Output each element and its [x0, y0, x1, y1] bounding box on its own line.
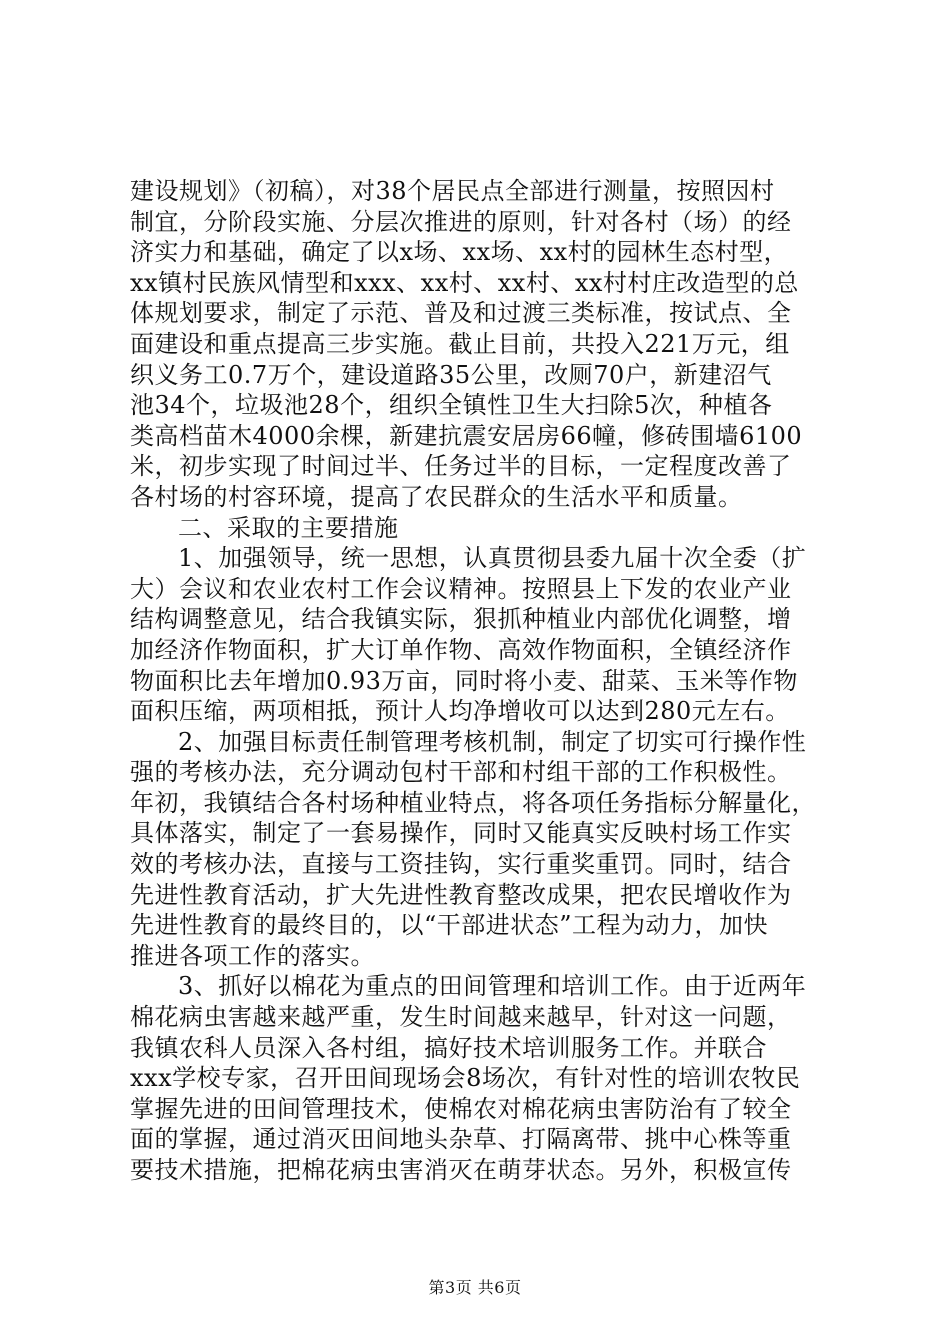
text-line: 先进性教育活动，扩大先进性教育整改成果，把农民增收作为	[130, 880, 792, 909]
text-line: 各村场的村容环境，提高了农民群众的生活水平和质量。	[130, 482, 743, 511]
text-line: 加经济作物面积，扩大订单作物、高效作物面积，全镇经济作	[130, 635, 792, 664]
text-line: 物面积比去年增加0.93万亩，同时将小麦、甜菜、玉米等作物	[130, 666, 798, 695]
text-line: 大）会议和农业农村工作会议精神。按照县上下发的农业产业	[130, 574, 792, 603]
text-line: 米，初步实现了时间过半、任务过半的目标，一定程度改善了	[130, 452, 792, 481]
text-line: 先进性教育的最终目的，以“干部进状态”工程为动力，加快	[130, 911, 769, 940]
text-line: 效的考核办法，直接与工资挂钩，实行重奖重罚。同时，结合	[130, 850, 792, 879]
text-line: 制宜，分阶段实施、分层次推进的原则，针对各村（场）的经	[130, 207, 792, 236]
section-heading: 二、采取的主要措施	[178, 513, 399, 542]
page-number-footer: 第3页 共6页	[428, 1278, 522, 1297]
text-line: 3、抓好以棉花为重点的田间管理和培训工作。由于近两年	[178, 972, 807, 1001]
text-line: 结构调整意见，结合我镇实际，狠抓种植业内部优化调整，增	[130, 605, 792, 634]
text-line: 要技术措施，把棉花病虫害消灭在萌芽状态。另外，积极宣传	[130, 1156, 792, 1184]
text-line: 面积压缩，两项相抵，预计人均净增收可以达到280元左右。	[130, 697, 790, 726]
text-line: 池34个，垃圾池28个，组织全镇性卫生大扫除5次，种植各	[130, 391, 773, 420]
text-line: 建设规划》（初稿），对38个居民点全部进行测量，按照因村	[130, 177, 775, 205]
text-line: 织义务工0.7万个，建设道路35公里，改厕70户，新建沼气	[130, 360, 772, 389]
text-line: 1、加强领导，统一思想，认真贯彻县委九届十次全委（扩	[178, 544, 807, 573]
text-line: 强的考核办法，充分调动包村干部和村组干部的工作积极性。	[130, 758, 792, 787]
text-line: 体规划要求，制定了示范、普及和过渡三类标准，按试点、全	[130, 299, 792, 328]
text-line: 面建设和重点提高三步实施。截止目前，共投入221万元，组	[130, 329, 790, 358]
body-text	[130, 176, 830, 1186]
text-line: 济实力和基础，确定了以x场、xx场、xx村的园林生态村型，	[130, 238, 789, 267]
text-line: 推进各项工作的落实。	[130, 941, 375, 970]
text-line: 掌握先进的田间管理技术，使棉农对棉花病虫害防治有了较全	[130, 1094, 792, 1123]
text-line: 面的掌握，通过消灭田间地头杂草、打隔离带、挑中心株等重	[130, 1125, 792, 1154]
text-line: xx镇村民族风情型和xxx、xx村、xx村、xx村村庄改造型的总	[130, 268, 799, 297]
text-line: 我镇农科人员深入各村组，搞好技术培训服务工作。并联合	[130, 1033, 767, 1062]
text-line: 具体落实，制定了一套易操作，同时又能真实反映村场工作实	[130, 819, 792, 848]
text-line: 2、加强目标责任制管理考核机制，制定了切实可行操作性	[178, 727, 807, 756]
text-line: 棉花病虫害越来越严重，发生时间越来越早，针对这一问题，	[130, 1003, 792, 1032]
text-line: 类高档苗木4000余棵，新建抗震安居房66幢，修砖围墙6100	[130, 421, 803, 450]
text-line: xxx学校专家，召开田间现场会8场次，有针对性的培训农牧民	[130, 1064, 801, 1093]
text-line: 年初，我镇结合各村场种植业特点，将各项任务指标分解量化，	[130, 788, 816, 817]
